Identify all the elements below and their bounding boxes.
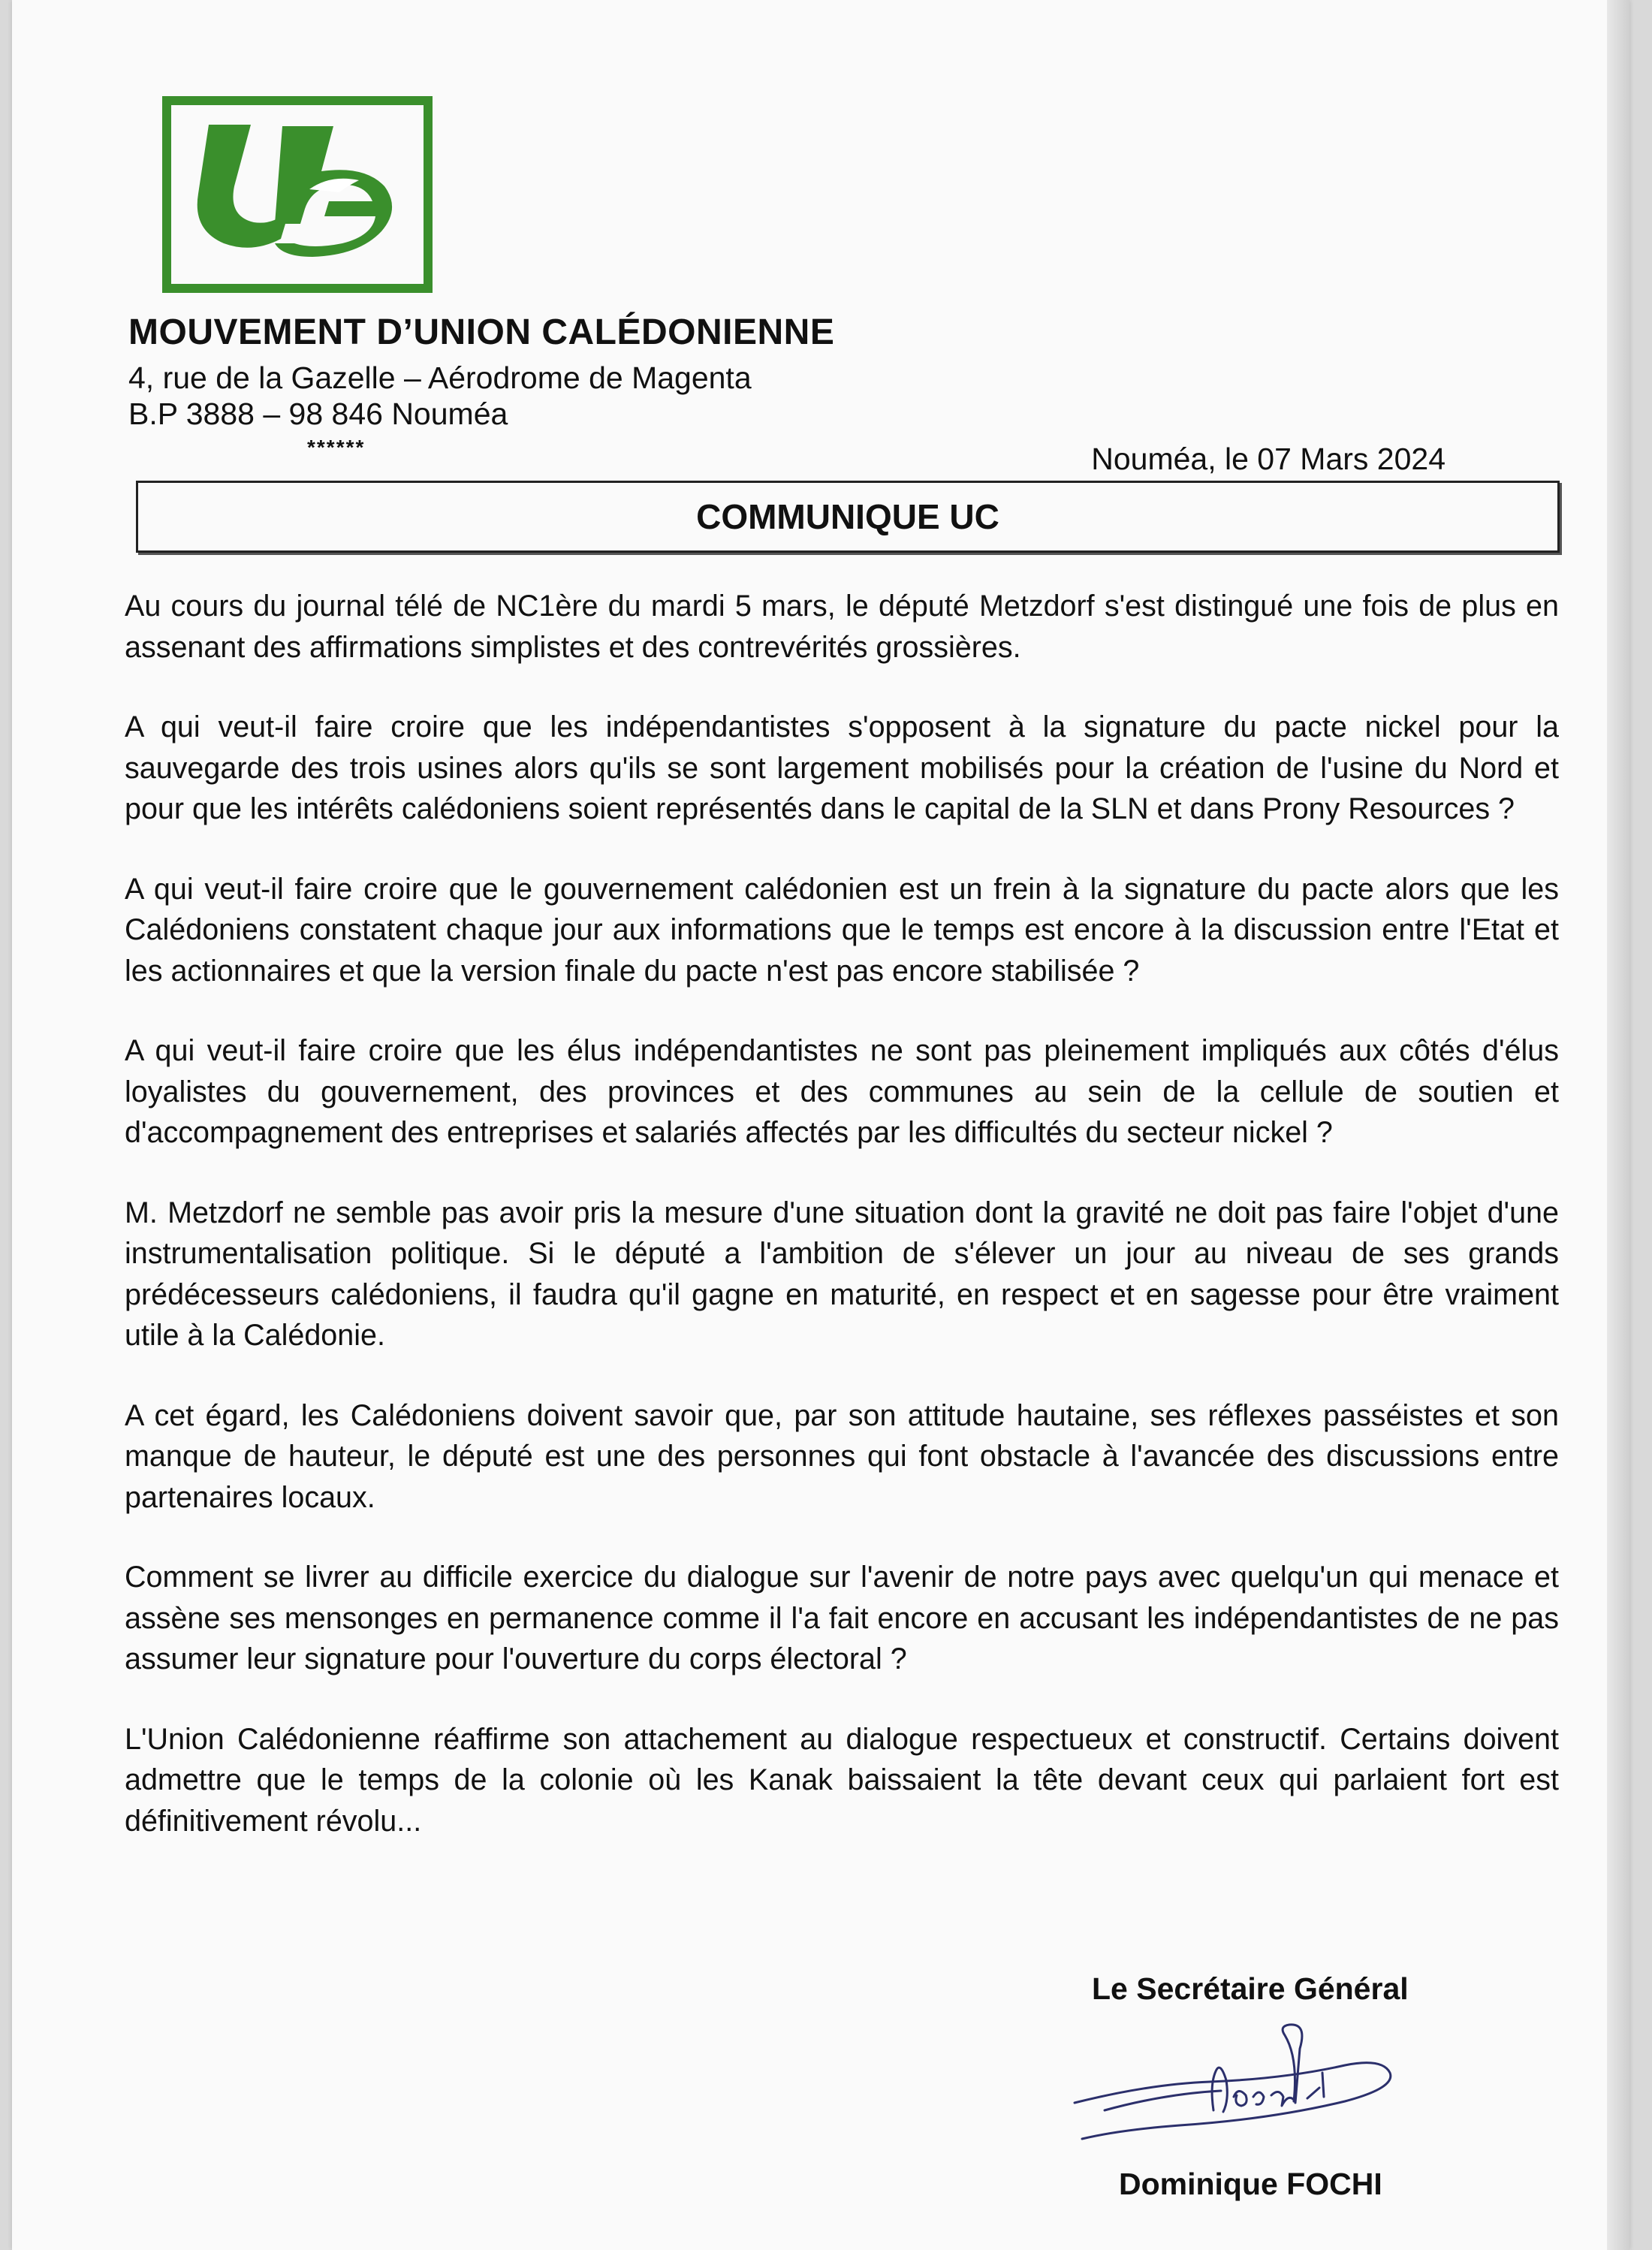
communique-body <box>125 586 1559 1881</box>
paragraph: Comment se livrer au difficile exercice du dialogue sur l'avenir de notre pays avec quelqu'un qui menace et assène ses mensonges en permanence comme il l'a fait encore en accusant les indépendantistes de ne pas assumer leur signature pour l'ouverture du corps électoral ? <box>125 1561 1559 1675</box>
separator: ****** <box>307 436 366 459</box>
signatory-role: Le Secrétaire Général <box>1092 1971 1409 2006</box>
date-line: Nouméa, le 07 Mars 2024 <box>1091 442 1446 476</box>
handwritten-signature <box>1060 2013 1405 2155</box>
paragraph: A qui veut-il faire croire que les élus indépendantistes ne sont pas pleinement impliqués aux côtés d'élus loyalistes du gouvernement, des provinces et des communes au sein de la cellule de soutien et d'accompagnement des entreprises et salariés affectés par les difficultés du secteur nickel ? <box>125 1034 1559 1149</box>
signatory-name: Dominique FOCHI <box>1119 2167 1382 2201</box>
paragraph: Au cours du journal télé de NC1ère du mardi 5 mars, le député Metzdorf s'est distingué une fois de plus en assenant des affirmations simplistes et des contrevérités grossières. <box>125 590 1559 664</box>
paragraph: M. Metzdorf ne semble pas avoir pris la mesure d'une situation dont la gravité ne doit pas faire l'objet d'une instrumentalisation politique. Si le député a l'ambition de s'élever un jour au niveau de ses grands prédécesseurs calédoniens, il faudra qu'il gagne en maturité, en respect et en sagesse pour être vraiment utile à la Calédonie. <box>125 1196 1559 1352</box>
paragraph: A cet égard, les Calédoniens doivent savoir que, par son attitude hautaine, ses réflexes passéistes et son manque de hauteur, le député est une des personnes qui font obstacle à l'avancée des discussions entre partenaires locaux. <box>125 1398 1559 1514</box>
address-line-1: 4, rue de la Gazelle – Aérodrome de Magenta <box>128 360 752 395</box>
communique-title: COMMUNIQUE UC <box>696 497 999 536</box>
paragraph: L'Union Calédonienne réaffirme son attachement au dialogue respectueux et constructif. Certains doivent admettre que le temps de la colonie où les Kanak baissaient la tête devant ceux qui parlaient fort est définitivement révolu... <box>125 1722 1559 1838</box>
paragraph: A qui veut-il faire croire que le gouvernement calédonien est un frein à la signature du pacte alors que les Calédoniens constatent chaque jour aux informations que le temps est encore à la discussion entre l'Etat et les actionnaires et que la version finale du pacte n'est pas encore stabilisée ? <box>125 872 1559 988</box>
page-edge-shadow <box>1607 0 1629 2250</box>
uc-logo <box>162 96 433 293</box>
address-line-2: B.P 3888 – 98 846 Nouméa <box>128 397 508 431</box>
document-page <box>12 0 1629 2250</box>
organization-name: MOUVEMENT D’UNION CALÉDONIENNE <box>128 312 835 352</box>
paragraph: A qui veut-il faire croire que les indépendantistes s'opposent à la signature du pacte nickel pour la sauvegarde des trois usines alors qu'ils se sont largement mobilisés pour la création de l'usine du Nord et pour que les intérêts calédoniens soient représentés dans le capital de la SLN et dans Prony Resources ? <box>125 710 1559 825</box>
title-box <box>136 481 1560 553</box>
